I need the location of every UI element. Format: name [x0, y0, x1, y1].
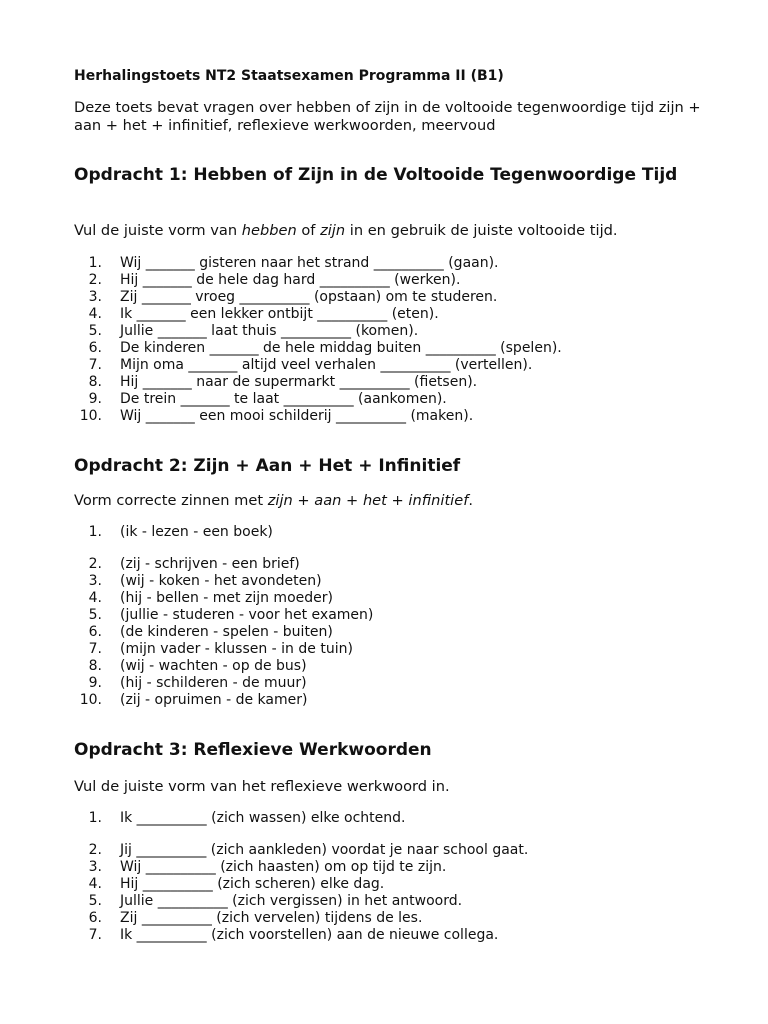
section-1-heading: Opdracht 1: Hebben of Zijn in de Voltooide Tegenwoordige Tijd — [74, 165, 678, 185]
item-number: 9. — [88, 675, 102, 691]
list-item — [74, 624, 724, 641]
item-text: (zij - opruimen - de kamer) — [120, 692, 308, 708]
section-3-instruction: Vul de juiste vorm van het reflexieve werkwoord in. — [74, 778, 450, 795]
list-item — [74, 306, 724, 323]
item-number: 1. — [88, 524, 102, 540]
item-text: Ik _______ een lekker ontbijt __________ (eten). — [120, 306, 439, 322]
item-text: (wij - wachten - op de bus) — [120, 658, 307, 674]
list-item — [74, 910, 724, 927]
item-text: De trein _______ te laat __________ (aankomen). — [120, 391, 447, 407]
item-text: Jullie _______ laat thuis __________ (komen). — [120, 323, 419, 339]
item-number: 4. — [88, 306, 102, 322]
item-number: 8. — [88, 374, 102, 390]
list-item — [74, 357, 724, 374]
item-text: Zij _______ vroeg __________ (opstaan) om te studeren. — [120, 289, 498, 305]
item-number: 2. — [88, 842, 102, 858]
list-item — [74, 810, 724, 827]
item-number: 6. — [88, 340, 102, 356]
list-item — [74, 842, 724, 859]
section-2-instruction: Vorm correcte zinnen met zijn + aan + het + infinitief. — [74, 492, 473, 509]
list-item — [74, 876, 724, 893]
item-number: 6. — [88, 624, 102, 640]
list-item — [74, 675, 724, 692]
list-item — [74, 323, 724, 340]
list-item — [74, 255, 724, 272]
section-1-list — [74, 255, 724, 425]
list-item — [74, 692, 724, 709]
section-1-instruction: Vul de juiste vorm van hebben of zijn in en gebruik de juiste voltooide tijd. — [74, 222, 618, 239]
item-text: Hij _______ naar de supermarkt __________ (fietsen). — [120, 374, 478, 390]
item-text: Wij _______ gisteren naar het strand __________ (gaan). — [120, 255, 499, 271]
item-number: 7. — [88, 927, 102, 943]
item-text: Wij _______ een mooi schilderij __________ (maken). — [120, 408, 474, 424]
section-3-list — [74, 810, 724, 944]
item-text: (mijn vader - klussen - in de tuin) — [120, 641, 353, 657]
item-number: 3. — [88, 859, 102, 875]
item-text: Hij _______ de hele dag hard __________ (werken). — [120, 272, 461, 288]
item-text: (hij - bellen - met zijn moeder) — [120, 590, 333, 606]
list-item — [74, 641, 724, 658]
item-text: Jij __________ (zich aankleden) voordat je naar school gaat. — [120, 842, 529, 858]
list-item — [74, 408, 724, 425]
item-number: 2. — [88, 556, 102, 572]
list-item — [74, 927, 724, 944]
section-2-list — [74, 524, 724, 709]
document-title: Herhalingstoets NT2 Staatsexamen Programma II (B1) — [74, 68, 504, 84]
item-text: Hij __________ (zich scheren) elke dag. — [120, 876, 385, 892]
item-text: (wij - koken - het avondeten) — [120, 573, 322, 589]
item-text: Mijn oma _______ altijd veel verhalen __________ (vertellen). — [120, 357, 533, 373]
item-number: 8. — [88, 658, 102, 674]
item-number: 10. — [79, 408, 102, 424]
list-item — [74, 859, 724, 876]
list-item — [74, 289, 724, 306]
item-number: 3. — [88, 289, 102, 305]
item-number: 6. — [88, 910, 102, 926]
document-intro: Deze toets bevat vragen over hebben of zijn in de voltooide tegenwoordige tijd zijn + aan + het + infinitief, reflexieve werkwoorden, meervoud — [74, 99, 701, 134]
item-text: (hij - schilderen - de muur) — [120, 675, 307, 691]
item-number: 4. — [88, 876, 102, 892]
item-text: Wij __________ (zich haasten) om op tijd te zijn. — [120, 859, 447, 875]
list-item — [74, 391, 724, 408]
section-3-heading: Opdracht 3: Reflexieve Werkwoorden — [74, 740, 432, 760]
section-2-heading: Opdracht 2: Zijn + Aan + Het + Infinitief — [74, 456, 461, 476]
item-number: 1. — [88, 255, 102, 271]
list-item — [74, 607, 724, 624]
item-number: 3. — [88, 573, 102, 589]
item-text: (de kinderen - spelen - buiten) — [120, 624, 333, 640]
item-text: Jullie __________ (zich vergissen) in het antwoord. — [120, 893, 463, 909]
item-text: (ik - lezen - een boek) — [120, 524, 273, 540]
item-number: 7. — [88, 641, 102, 657]
item-number: 5. — [88, 893, 102, 909]
item-number: 2. — [88, 272, 102, 288]
list-item — [74, 573, 724, 590]
item-text: Zij __________ (zich vervelen) tijdens de les. — [120, 910, 423, 926]
item-number: 5. — [88, 323, 102, 339]
item-text: (zij - schrijven - een brief) — [120, 556, 300, 572]
item-number: 1. — [88, 810, 102, 826]
item-number: 7. — [88, 357, 102, 373]
item-number: 9. — [88, 391, 102, 407]
list-item — [74, 590, 724, 607]
item-text: Ik __________ (zich voorstellen) aan de nieuwe collega. — [120, 927, 499, 943]
item-text: Ik __________ (zich wassen) elke ochtend. — [120, 810, 406, 826]
list-item — [74, 658, 724, 675]
list-item — [74, 893, 724, 910]
item-number: 10. — [79, 692, 102, 708]
list-item — [74, 374, 724, 391]
item-number: 4. — [88, 590, 102, 606]
list-item — [74, 272, 724, 289]
list-item — [74, 524, 724, 541]
list-item — [74, 556, 724, 573]
item-number: 5. — [88, 607, 102, 623]
item-text: (jullie - studeren - voor het examen) — [120, 607, 374, 623]
item-text: De kinderen _______ de hele middag buiten __________ (spelen). — [120, 340, 562, 356]
list-item — [74, 340, 724, 357]
